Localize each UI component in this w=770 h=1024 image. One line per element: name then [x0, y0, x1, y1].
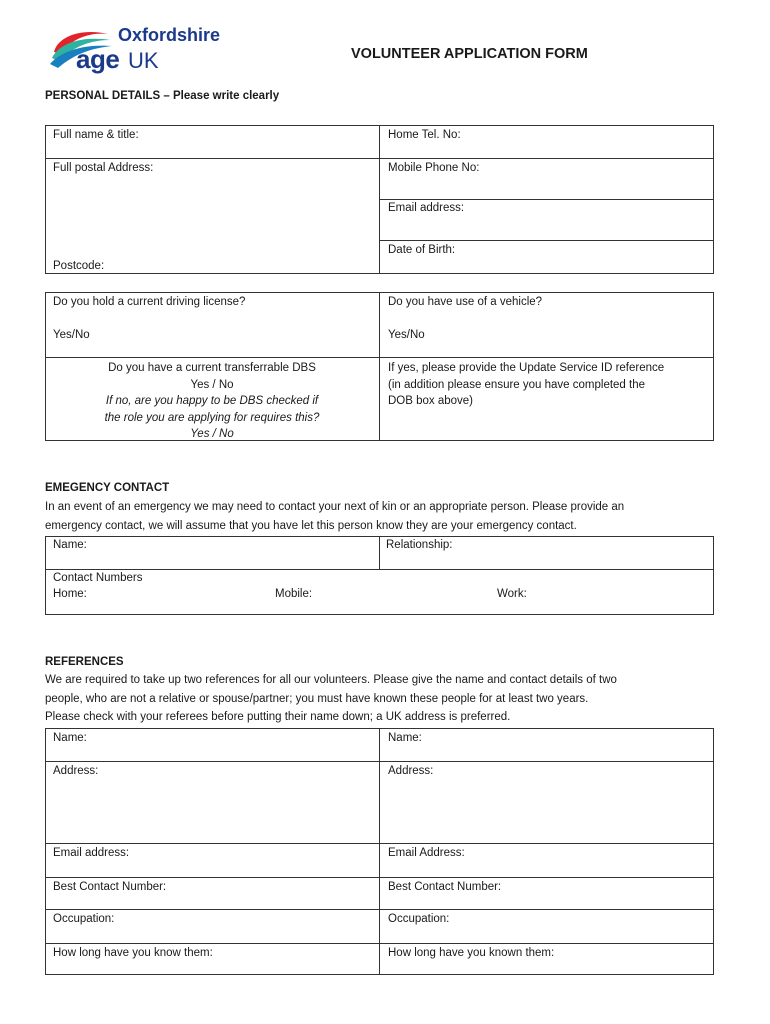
emergency-contact-heading: EMEGENCY CONTACT — [45, 482, 170, 494]
ref1-address-field[interactable]: Address: — [53, 765, 99, 777]
home-tel-field[interactable]: Home Tel. No: — [388, 129, 461, 141]
update-service-line1: If yes, please provide the Update Service ID reference — [388, 362, 665, 374]
emergency-relationship-field[interactable]: Relationship: — [386, 539, 453, 551]
emergency-name-field[interactable]: Name: — [53, 539, 87, 551]
mobile-phone-field[interactable]: Mobile Phone No: — [388, 162, 480, 174]
references-heading: REFERENCES — [45, 656, 124, 668]
ref2-address-field[interactable]: Address: — [388, 765, 434, 777]
ref1-email-field[interactable]: Email address: — [53, 847, 130, 859]
dbs-if-no-line2: the role you are applying for requires this? — [104, 411, 320, 424]
ref2-email-field[interactable]: Email Address: — [388, 847, 465, 859]
form-title: VOLUNTEER APPLICATION FORM — [351, 46, 588, 62]
full-name-field[interactable]: Full name & title: — [53, 129, 139, 141]
emergency-work-field[interactable]: Work: — [497, 588, 527, 600]
references-intro-line2: people, who are not a relative or spouse/partner; you must have known these people for at least two years. — [45, 693, 589, 705]
contact-numbers-label: Contact Numbers — [53, 572, 143, 584]
update-service-line3: DOB box above) — [388, 395, 474, 407]
logo-region-text: Oxfordshire — [118, 25, 221, 45]
logo-uk-text: UK — [128, 48, 159, 73]
ref2-name-field[interactable]: Name: — [388, 732, 422, 744]
dbs-if-no-line1: If no, are you happy to be DBS checked if — [105, 395, 319, 407]
ref1-how-long-field[interactable]: How long have you know them: — [53, 947, 213, 959]
ref2-occupation-field[interactable]: Occupation: — [388, 913, 450, 925]
emergency-intro-line1: In an event of an emergency we may need to contact your next of kin or an appropriate person. Please provide an — [45, 501, 625, 513]
personal-details-heading: PERSONAL DETAILS – Please write clearly — [45, 90, 280, 102]
age-uk-logo — [48, 22, 221, 78]
ref2-best-contact-field[interactable]: Best Contact Number: — [388, 881, 502, 893]
references-intro-line1: We are required to take up two references for all our volunteers. Please give the name and contact details of two — [45, 674, 617, 686]
update-service-block[interactable] — [388, 360, 664, 410]
vehicle-answer[interactable]: Yes/No — [388, 329, 425, 341]
vehicle-question: Do you have use of a vehicle? — [388, 296, 543, 308]
postcode-field[interactable]: Postcode: — [53, 260, 105, 272]
ref1-best-contact-field[interactable]: Best Contact Number: — [53, 881, 167, 893]
references-intro-line3: Please check with your referees before putting their name down; a UK address is preferred. — [45, 711, 511, 723]
emergency-mobile-field[interactable]: Mobile: — [275, 588, 313, 600]
ref1-name-field[interactable]: Name: — [53, 732, 87, 744]
ref2-how-long-field[interactable]: How long have you known them: — [388, 947, 555, 959]
dbs-if-no-answer[interactable]: Yes / No — [190, 428, 234, 440]
driving-license-answer[interactable]: Yes/No — [53, 329, 90, 341]
ref1-occupation-field[interactable]: Occupation: — [53, 913, 115, 925]
dbs-block — [45, 360, 379, 443]
driving-license-question: Do you hold a current driving license? — [53, 296, 246, 308]
date-of-birth-field[interactable]: Date of Birth: — [388, 244, 456, 256]
postal-address-field[interactable]: Full postal Address: — [53, 162, 154, 174]
emergency-intro-line2: emergency contact, we will assume that you have let this person know they are your emergency contact. — [45, 520, 577, 532]
dbs-answer[interactable]: Yes / No — [190, 378, 234, 391]
update-service-line2: (in addition please ensure you have completed the — [388, 378, 646, 391]
email-address-field[interactable]: Email address: — [388, 202, 465, 214]
logo-age-text: age — [76, 44, 120, 74]
dbs-question: Do you have a current transferrable DBS — [108, 362, 316, 374]
emergency-home-field[interactable]: Home: — [53, 588, 87, 600]
